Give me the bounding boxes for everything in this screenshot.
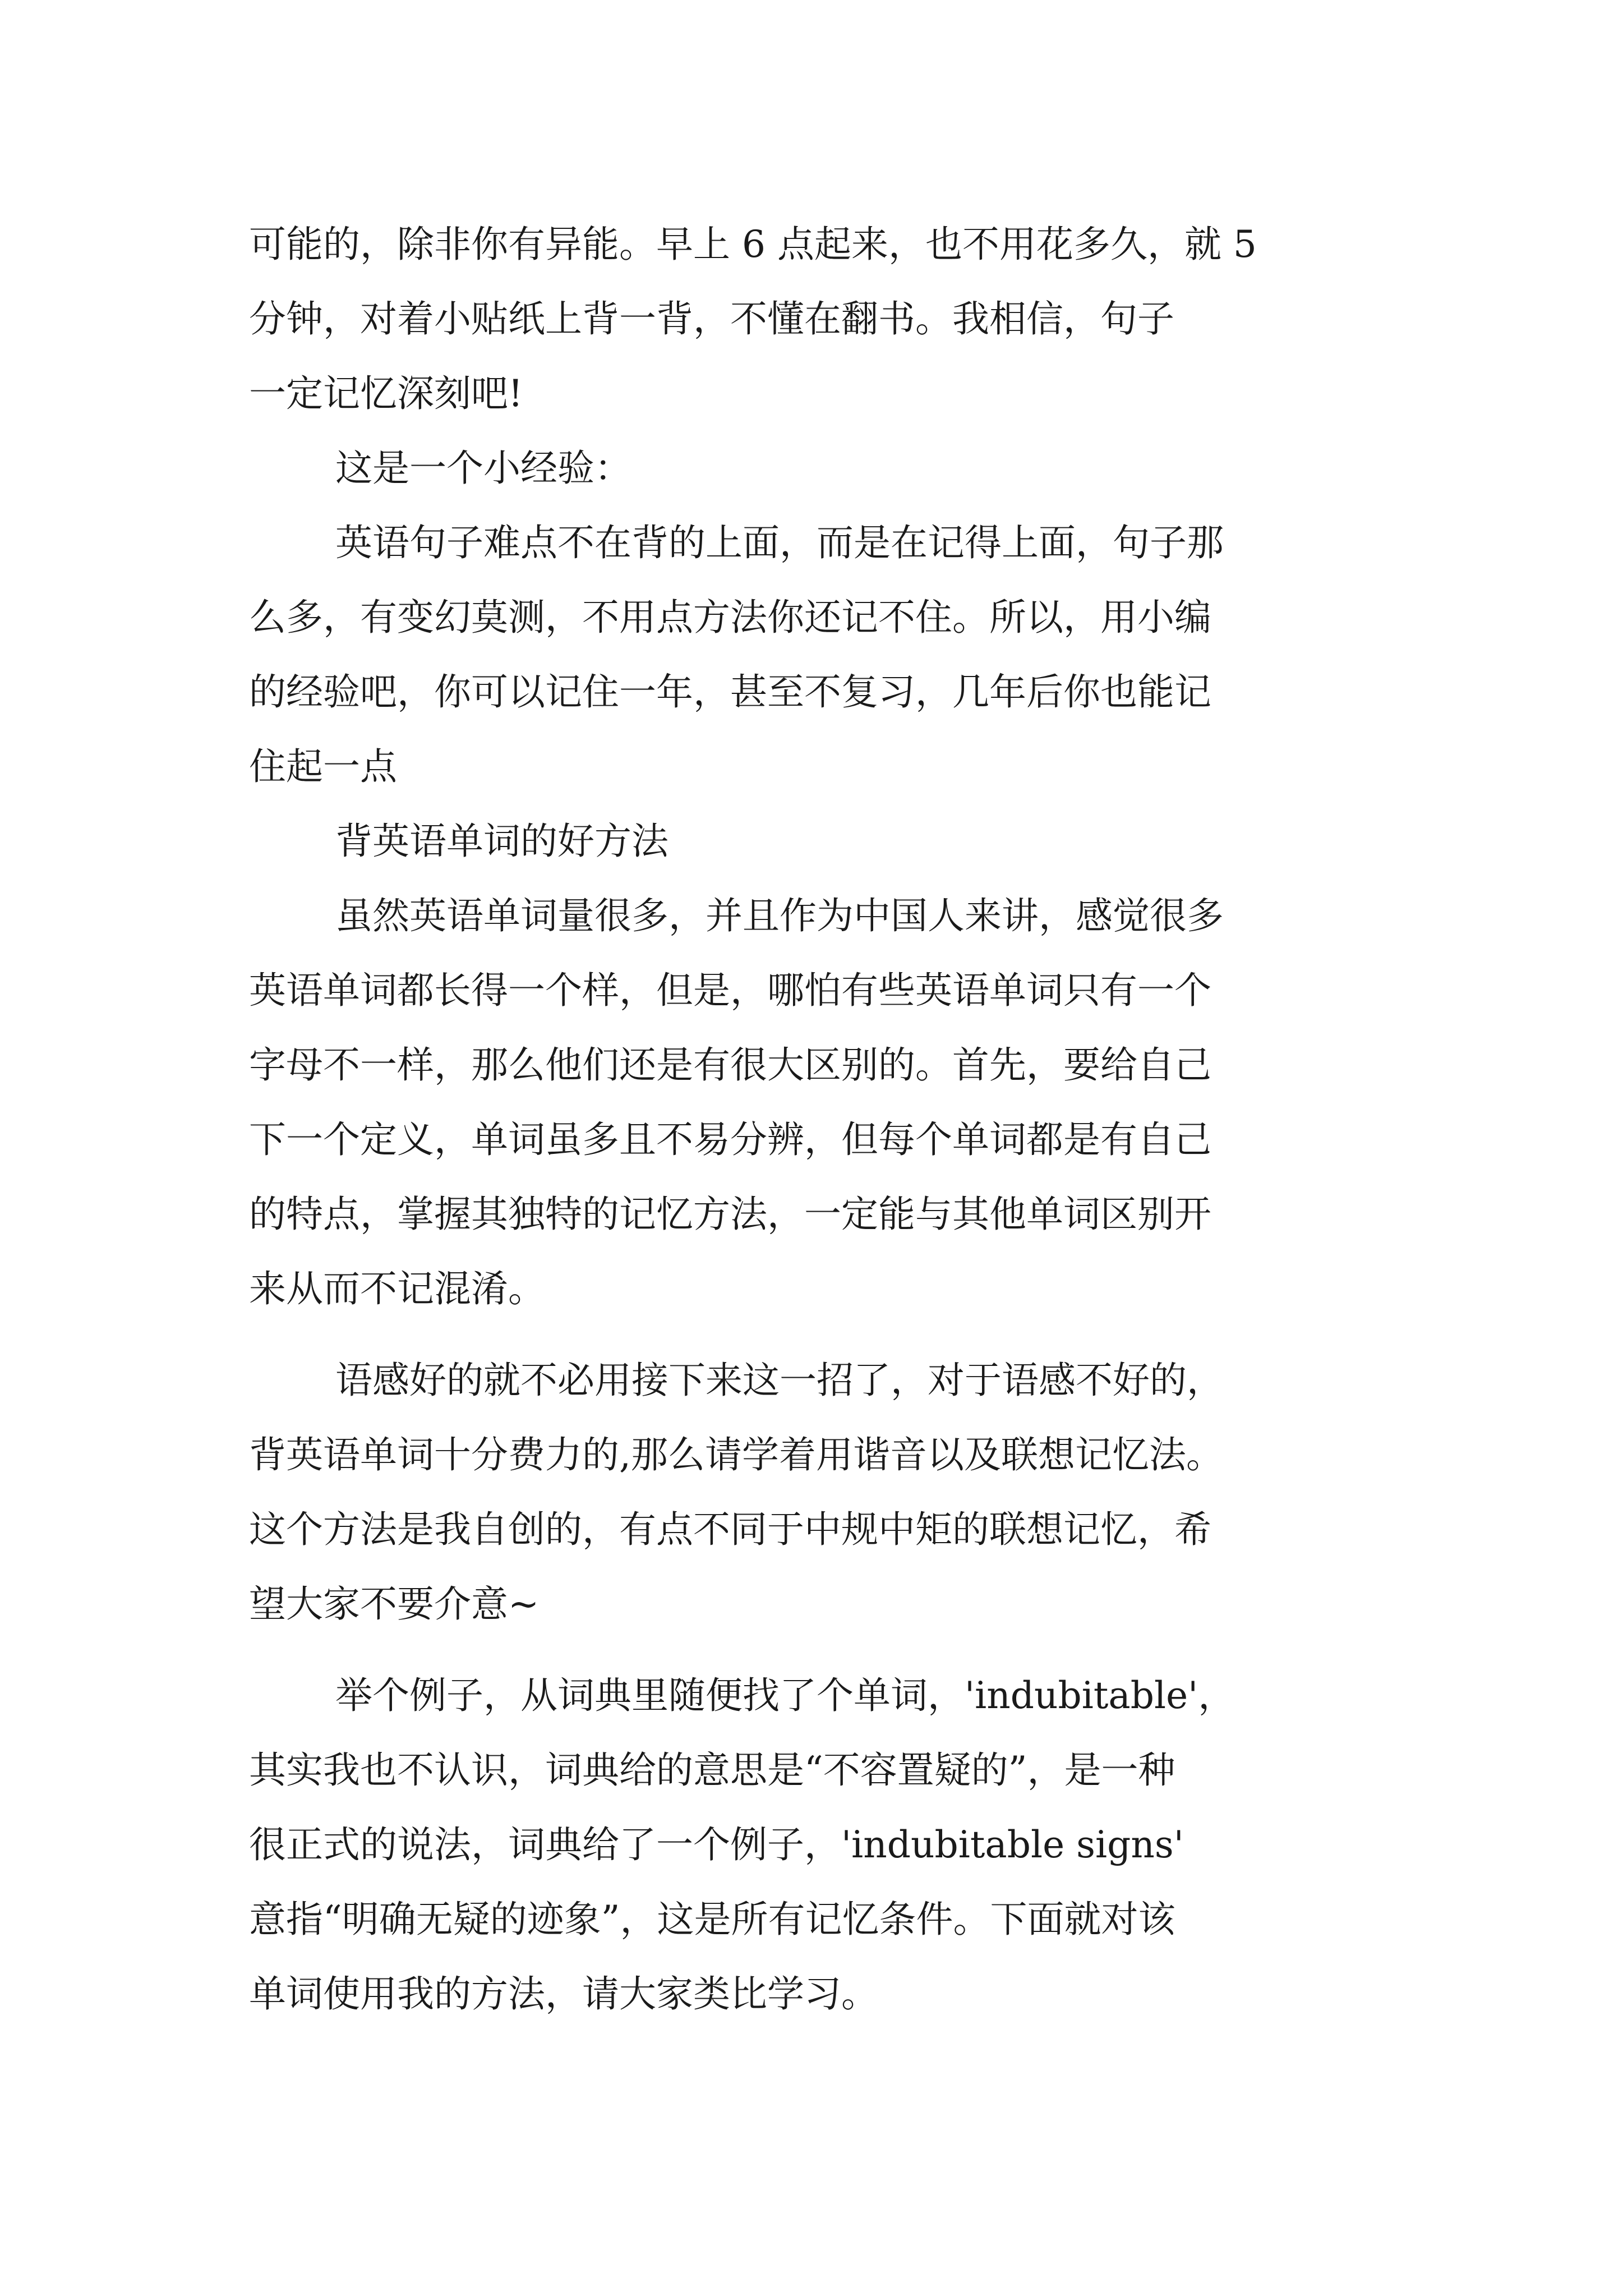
paragraph-4-line-3: 字母不一样，那么他们还是有很大区别的。首先，要给自己 bbox=[249, 1043, 1211, 1087]
paragraph-1-line-3: 一定记忆深刻吧! bbox=[249, 372, 523, 415]
paragraph-5-line-4: 望大家不要介意~ bbox=[249, 1582, 540, 1626]
paragraph-3-line-1: 英语句子难点不在背的上面，而是在记得上面，句子那 bbox=[335, 521, 1224, 564]
paragraph-6-line-2: 其实我也不认识，词典给的意思是“不容置疑的”，是一种 bbox=[249, 1749, 1175, 1792]
paragraph-5-line-2: 背英语单词十分费力的,那么请学着用谐音以及联想记忆法。 bbox=[249, 1433, 1223, 1476]
paragraph-6-line-3: 很正式的说法，词典给了一个例子，'indubitable signs' bbox=[249, 1823, 1184, 1866]
paragraph-4-line-5: 的特点，掌握其独特的记忆方法，一定能与其他单词区别开 bbox=[249, 1193, 1211, 1236]
paragraph-4-line-6: 来从而不记混淆。 bbox=[249, 1267, 545, 1310]
paragraph-6-line-4: 意指“明确无疑的迹象”，这是所有记忆条件。下面就对该 bbox=[249, 1898, 1175, 1941]
section-heading: 背英语单词的好方法 bbox=[335, 820, 668, 863]
paragraph-5-line-3: 这个方法是我自创的，有点不同于中规中矩的联想记忆，希 bbox=[249, 1508, 1211, 1551]
paragraph-5-line-1: 语感好的就不必用接下来这一招了，对于语感不好的， bbox=[335, 1359, 1224, 1402]
paragraph-2-line-1: 这是一个小经验： bbox=[335, 447, 631, 490]
paragraph-4-line-1: 虽然英语单词量很多，并且作为中国人来讲，感觉很多 bbox=[335, 894, 1224, 937]
paragraph-3-line-4: 住起一点 bbox=[249, 745, 397, 788]
paragraph-3-line-3: 的经验吧，你可以记住一年，甚至不复习，几年后你也能记 bbox=[249, 670, 1211, 714]
paragraph-4-line-4: 下一个定义，单词虽多且不易分辨，但每个单词都是有自己 bbox=[249, 1118, 1211, 1161]
paragraph-1-line-1: 可能的，除非你有异能。早上 6 点起来，也不用花多久，就 5 bbox=[249, 223, 1257, 266]
paragraph-3-line-2: 么多，有变幻莫测，不用点方法你还记不住。所以，用小编 bbox=[249, 596, 1211, 639]
paragraph-6-line-5: 单词使用我的方法，请大家类比学习。 bbox=[249, 1972, 878, 2016]
paragraph-6-line-1: 举个例子，从词典里随便找了个单词，'indubitable'， bbox=[335, 1674, 1235, 1717]
paragraph-1-line-2: 分钟，对着小贴纸上背一背，不懂在翻书。我相信，句子 bbox=[249, 297, 1174, 341]
paragraph-4-line-2: 英语单词都长得一个样，但是，哪怕有些英语单词只有一个 bbox=[249, 969, 1211, 1012]
